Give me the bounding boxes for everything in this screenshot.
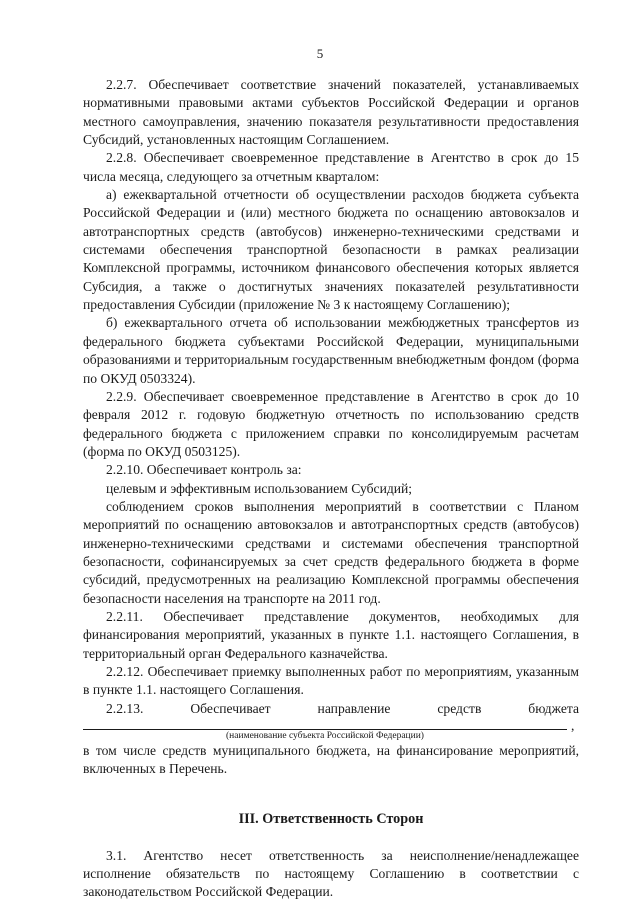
clause-2-2-10-item-1: целевым и эффективным использованием Субсидий; [106, 480, 413, 496]
clause-2-2-10: 2.2.10. Обеспечивает контроль за: [106, 462, 302, 478]
blank-caption: (наименование субъекта Российской Федерации) [226, 731, 424, 742]
section-heading: III. Ответственность Сторон [238, 810, 424, 827]
clause-2-2-7: 2.2.7. Обеспечивает соответствие значений показателей, устанавливаемых нормативными правовыми актами субъектов Российской Федерации и органов местного самоуправления, значению показателя результативности предоставления Субсидий, установленных настоящим Соглашением. [83, 77, 579, 148]
document-body [83, 76, 579, 902]
clause-2-2-8-b: б) ежеквартального отчета об использовании межбюджетных трансфертов из федерального бюджета субъектами Российской Федерации, муниципальными образованиями и территориальным государственным внебюджетным фондом (форма по ОКУД 0503324). [83, 315, 579, 386]
clause-2-2-11: 2.2.11. Обеспечивает представление документов, необходимых для финансирования мероприятий, указанных в пункте 1.1. настоящего Соглашения, в территориальный орган Федерального казначейства. [83, 608, 579, 661]
clause-2-2-10-item-2: соблюдением сроков выполнения мероприятий в соответствии с Планом мероприятий по оснащению автовокзалов и автотранспортных средств (автобусов) инженерно-техническими средствами и системами обеспечения транспортной безопасности, софинансируемых за счет средств федерального бюджета в форме субсидий, предусмотренных на реализацию Комплексной программы обеспечения безопасности населения на транспорте на 2011 год. [83, 498, 579, 606]
page-number: 5 [316, 46, 324, 61]
clause-2-2-13-continuation: в том числе средств муниципального бюджета, на финансирование мероприятий, включенных в Перечень. [83, 743, 579, 777]
clause-2-2-8: 2.2.8. Обеспечивает своевременное представление в Агентство в срок до 15 числа месяца, следующего за отчетным кварталом: [83, 150, 579, 184]
clause-2-2-13: 2.2.13. Обеспечивает направление средств бюджета [106, 700, 579, 716]
clause-2-2-8-a: а) ежеквартальной отчетности об осуществлении расходов бюджета субъекта Российской Федерации и (или) местного бюджета по оснащению автовокзалов и автотранспортных средств (автобусов) инженерно-техническими средствами и системами обеспечения транспортной безопасности в рамках реализации Комплексной программы, источником финансового обеспечения которых является Субсидия, а также о достигнутых значениях показателей результативности предоставления Субсидии (приложение № 3 к настоящему Соглашению); [83, 187, 579, 313]
blank-comma: , [571, 718, 575, 734]
fill-in-rule [83, 729, 567, 730]
clause-2-2-9: 2.2.9. Обеспечивает своевременное представление в Агентство в срок до 10 февраля 2012 г. годовую бюджетную отчетность по использованию средств федерального бюджета с приложением справки по консолидируемым расчетам (форма по ОКУД 0503125). [83, 388, 579, 459]
subject-name-blank [83, 718, 579, 742]
clause-2-2-12: 2.2.12. Обеспечивает приемку выполненных работ по мероприятиям, указанным в пункте 1.1. настоящего Соглашения. [83, 664, 579, 698]
clause-3-1: 3.1. Агентство несет ответственность за неисполнение/ненадлежащее исполнение обязательств по настоящему Соглашению в соответствии с законодательством Российской Федерации. [83, 847, 579, 900]
